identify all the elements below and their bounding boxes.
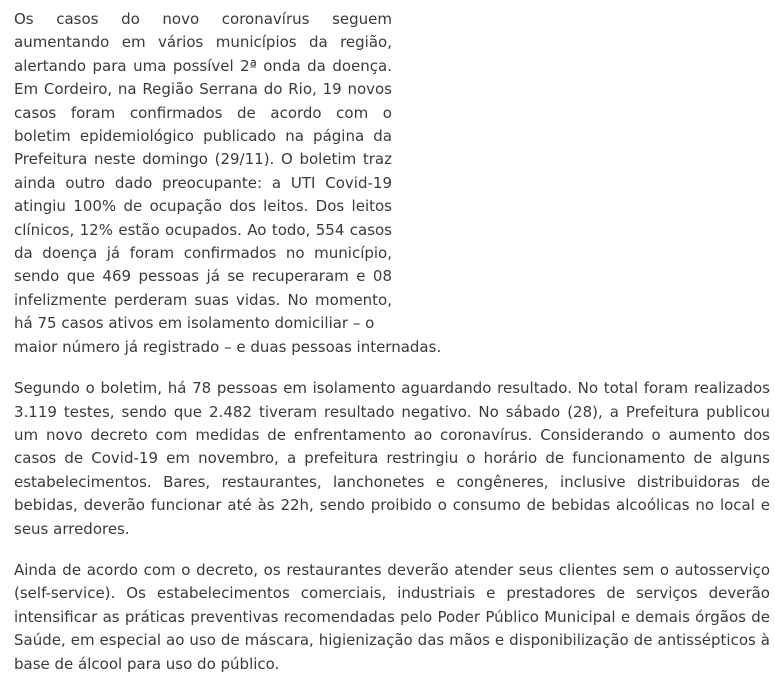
- article-paragraph-1-tail: maior número já registrado – e duas pessoas internadas.: [14, 337, 442, 356]
- article-paragraph-3: Ainda de acordo com o decreto, os restaurantes deverão atender seus clientes sem o autosserviço (self-service). Os estabelecimentos comerciais, industriais e prestadores de serviços deverão intensificar as práticas preventivas recomendadas pelo Poder Público Municipal e demais órgãos de Saúde, em especial ao uso de máscara, higienização das mãos e disponibilização de antissépticos à base de álcool para uso do público.: [14, 560, 770, 673]
- article-paragraph-2: Segundo o boletim, há 78 pessoas em isolamento aguardando resultado. No total foram realizados 3.119 testes, sendo que 2.482 tiveram resultado negativo. No sábado (28), a Prefeitura publicou um novo decreto com medidas de enfrentamento ao coronavírus. Considerando o aumento dos casos de Covid-19 em novembro, a prefeitura restringiu o horário de funcionamento de alguns estabelecimentos. Bares, restaurantes, lanchonetes e congêneres, inclusive distribuidoras de bebidas, deverão funcionar até às 22h, sendo proibido o consumo de bebidas alcoólicas no local e seus arredores.: [14, 379, 770, 538]
- article-paragraph-1: Os casos do novo coronavírus seguem aumentando em vários municípios da região, alertando para uma possível 2ª onda da doença. Em Cordeiro, na Região Serrana do Rio, 19 novos casos foram confirmados de acordo com o boletim epidemiológico publicado na página da Prefeitura neste domingo (29/11). O boletim traz ainda outro dado preocupante: a UTI Covid-19 atingiu 100% de ocupação dos leitos. Dos leitos clínicos, 12% estão ocupados. Ao todo, 554 casos da doença já foram confirmados no município, sendo que 469 pessoas já se recuperaram e 08 infelizmente perderam suas vidas. No momento, há 75 casos ativos em isolamento domiciliar – o: [14, 10, 392, 333]
- article-body: [14, 8, 770, 676]
